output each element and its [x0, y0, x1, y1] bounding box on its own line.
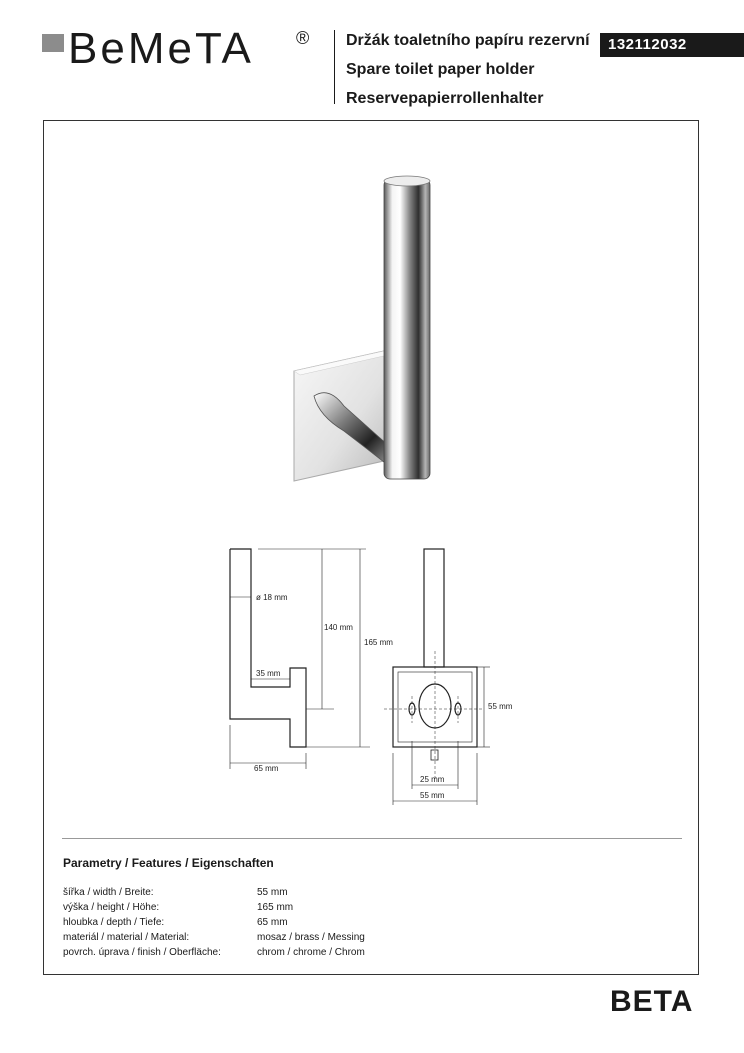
spec-value: chrom / chrome / Chrom	[257, 947, 365, 958]
spec-row	[63, 930, 365, 945]
spec-value: 165 mm	[257, 902, 294, 913]
spec-value: 65 mm	[257, 917, 288, 928]
specs-title: Parametry / Features / Eigenschaften	[63, 856, 274, 870]
spec-value: 55 mm	[257, 887, 288, 898]
product-code: 132112032	[600, 33, 744, 57]
spec-row	[63, 945, 365, 960]
dim-65: 65 mm	[254, 764, 279, 773]
spec-label: výška / height / Höhe:	[63, 902, 160, 913]
front-view-dimensions	[393, 667, 490, 805]
spec-row	[63, 900, 365, 915]
title-cz: Držák toaletního papíru rezervní	[346, 32, 590, 49]
spec-label: povrch. úprava / finish / Oberfläche:	[63, 947, 221, 958]
dim-55-bottom: 55 mm	[420, 791, 445, 800]
spec-value: mosaz / brass / Messing	[257, 932, 365, 943]
registered-mark: ®	[296, 28, 310, 48]
brand-logo	[38, 24, 328, 78]
logo-square	[42, 34, 64, 52]
title-de: Reservepapierrollenhalter	[346, 90, 544, 107]
product-titles	[346, 26, 590, 113]
dim-140: 140 mm	[324, 623, 353, 632]
dim-35: 35 mm	[256, 669, 281, 678]
section-divider	[62, 838, 682, 839]
side-view	[230, 549, 306, 747]
dim-25: 25 mm	[420, 775, 445, 784]
header-divider	[334, 30, 335, 104]
dim-diameter: ø 18 mm	[256, 593, 288, 602]
dim-55-side: 55 mm	[488, 702, 513, 711]
title-en: Spare toilet paper holder	[346, 61, 535, 78]
series-name: BETA	[610, 985, 694, 1018]
content-frame	[43, 120, 699, 975]
logo-wordmark: BeMeTA	[68, 24, 254, 73]
dim-165: 165 mm	[364, 638, 393, 647]
spec-label: hloubka / depth / Tiefe:	[63, 917, 165, 928]
technical-drawing	[44, 121, 700, 821]
specs-table	[63, 885, 365, 960]
spec-row	[63, 885, 365, 900]
spec-label: šířka / width / Breite:	[63, 887, 154, 898]
spec-label: materiál / material / Material:	[63, 932, 190, 943]
front-view-centerlines	[384, 651, 484, 781]
spec-row	[63, 915, 365, 930]
